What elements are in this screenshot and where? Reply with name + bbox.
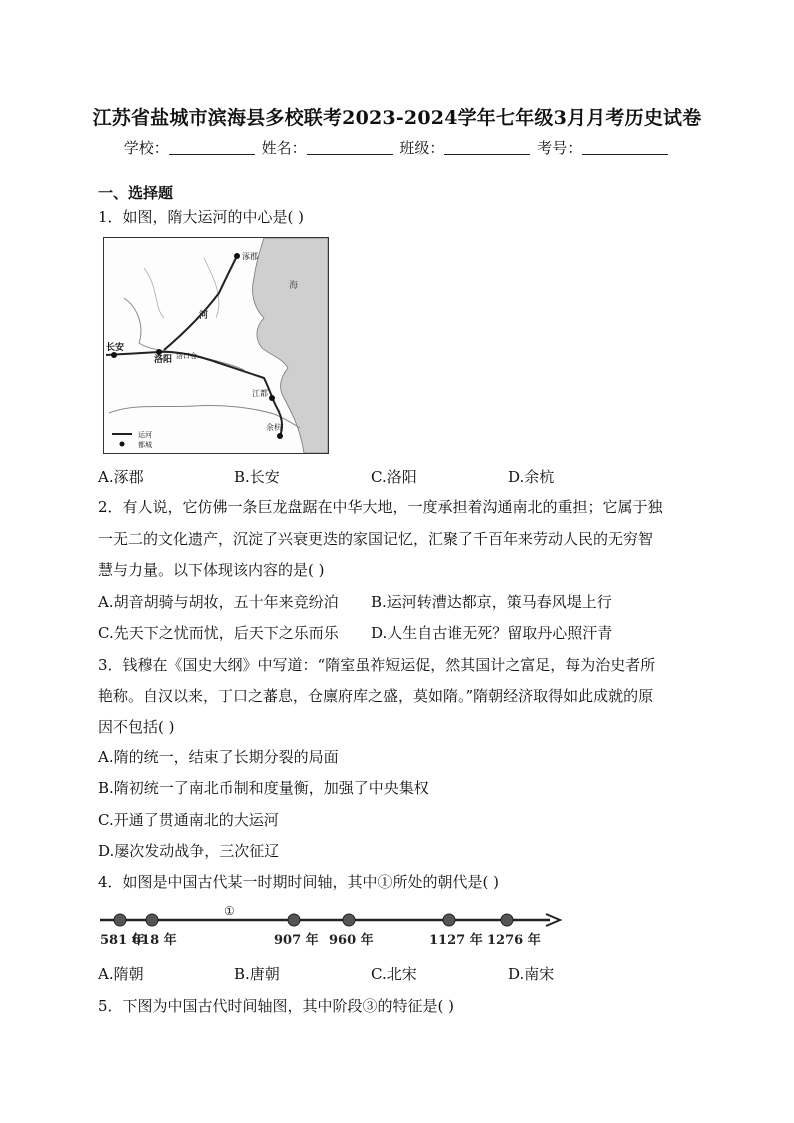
q1-option-c[interactable]: C.洛阳 <box>371 468 417 486</box>
q2-option-c[interactable]: C.先天下之忧而忧，后天下之乐而乐 <box>98 624 339 642</box>
school-blank[interactable] <box>169 140 255 155</box>
school-label: 学校： <box>123 139 169 157</box>
q3-stem-line-3: 因不包括( ) <box>98 718 175 736</box>
timeline-year-label: 581 年 <box>100 933 145 948</box>
q1-option-a[interactable]: A.涿郡 <box>98 468 144 486</box>
timeline-node <box>501 914 513 926</box>
timeline-node <box>288 914 300 926</box>
river-label: 河 <box>199 311 209 321</box>
q1-option-b[interactable]: B.长安 <box>234 468 280 486</box>
q4-option-b[interactable]: B.唐朝 <box>234 965 280 983</box>
timeline-year-label: 960 年 <box>329 933 374 948</box>
dynasty-timeline <box>98 900 568 952</box>
q3-option-d[interactable]: D.屡次发动战争，三次征辽 <box>98 842 280 860</box>
yuhang-label: 余杭 <box>266 423 282 432</box>
q3-option-a[interactable]: A.隋的统一，结束了长期分裂的局面 <box>98 748 339 766</box>
timeline-year-label: 907 年 <box>274 933 319 948</box>
zhuojun-dot <box>234 253 240 259</box>
sea-label: 海 <box>289 281 299 291</box>
changan-label: 长安 <box>106 343 125 353</box>
jiangdu-label: 江都 <box>252 389 268 398</box>
q2-stem-line-3: 慧与力量。以下体现该内容的是( ) <box>98 561 325 579</box>
luokou-label: 洛口仓 <box>176 352 197 360</box>
name-label: 姓名： <box>261 139 307 157</box>
page-title: 江苏省盐城市滨海县多校联考2023-2024学年七年级3月月考历史试卷 <box>92 107 702 129</box>
q2-stem-line-2: 一无二的文化遗产，沉淀了兴衰更迭的家国记忆，汇聚了千百年来劳动人民的无穷智 <box>98 530 654 548</box>
section-heading: 一、选择题 <box>98 184 174 202</box>
jiangdu-dot <box>269 395 275 401</box>
timeline-node <box>114 914 126 926</box>
mountain-lines <box>144 258 219 318</box>
sea-region <box>252 238 328 453</box>
timeline-year-label: 1276 年 <box>487 933 541 948</box>
q2-option-b[interactable]: B.运河转漕达都京，策马春风堤上行 <box>371 593 612 611</box>
q2-option-a[interactable]: A.胡音胡骑与胡妆，五十年来竞纷泊 <box>98 593 339 611</box>
legend-city-dot <box>120 442 125 447</box>
timeline-node <box>146 914 158 926</box>
q3-stem-line-2: 艳称。自汉以来，丁口之蕃息，仓廪府库之盛，莫如隋。”隋朝经济取得如此成就的原 <box>98 687 654 705</box>
q3-option-c[interactable]: C.开通了贯通南北的大运河 <box>98 811 279 829</box>
name-blank[interactable] <box>307 140 393 155</box>
q4-option-c[interactable]: C.北宋 <box>371 965 417 983</box>
timeline-year-label: 618 年 <box>132 933 177 948</box>
q3-stem-line-1: 3．钱穆在《国史大纲》中写道：“隋室虽祚短运促，然其国计之富足，每为治史者所 <box>98 656 656 674</box>
timeline-year-label: 1127 年 <box>429 933 483 948</box>
q4-option-d[interactable]: D.南宋 <box>508 965 555 983</box>
timeline-node <box>443 914 455 926</box>
timeline-node <box>343 914 355 926</box>
student-info-line <box>0 137 794 158</box>
yuhang-dot <box>277 433 283 439</box>
luoyang-label: 洛阳 <box>154 355 173 365</box>
grand-canal-map <box>103 237 329 454</box>
number-blank[interactable] <box>582 140 668 155</box>
q4-stem: 4．如图是中国古代某一时期时间轴，其中①所处的朝代是( ) <box>98 873 500 891</box>
number-label: 考号： <box>537 139 583 157</box>
class-label: 班级： <box>399 139 445 157</box>
legend-city-label: 都城 <box>138 441 152 449</box>
q5-stem: 5．下图为中国古代时间轴图，其中阶段③的特征是( ) <box>98 997 455 1015</box>
q1-stem: 1．如图，隋大运河的中心是( ) <box>98 208 305 226</box>
q4-option-a[interactable]: A.隋朝 <box>98 965 144 983</box>
timeline-marker-1: ① <box>224 904 235 918</box>
zhuojun-label: 涿郡 <box>242 252 258 261</box>
class-blank[interactable] <box>444 140 530 155</box>
q1-option-d[interactable]: D.余杭 <box>508 468 555 486</box>
q3-option-b[interactable]: B.隋初统一了南北币制和度量衡，加强了中央集权 <box>98 779 429 797</box>
legend-canal-label: 运河 <box>138 431 152 439</box>
q2-stem-line-1: 2．有人说，它仿佛一条巨龙盘踞在中华大地，一度承担着沟通南北的重担；它属于独 <box>98 498 663 516</box>
canal-north <box>164 258 236 350</box>
q2-option-d[interactable]: D.人生自古谁无死？留取丹心照汗青 <box>371 624 613 642</box>
